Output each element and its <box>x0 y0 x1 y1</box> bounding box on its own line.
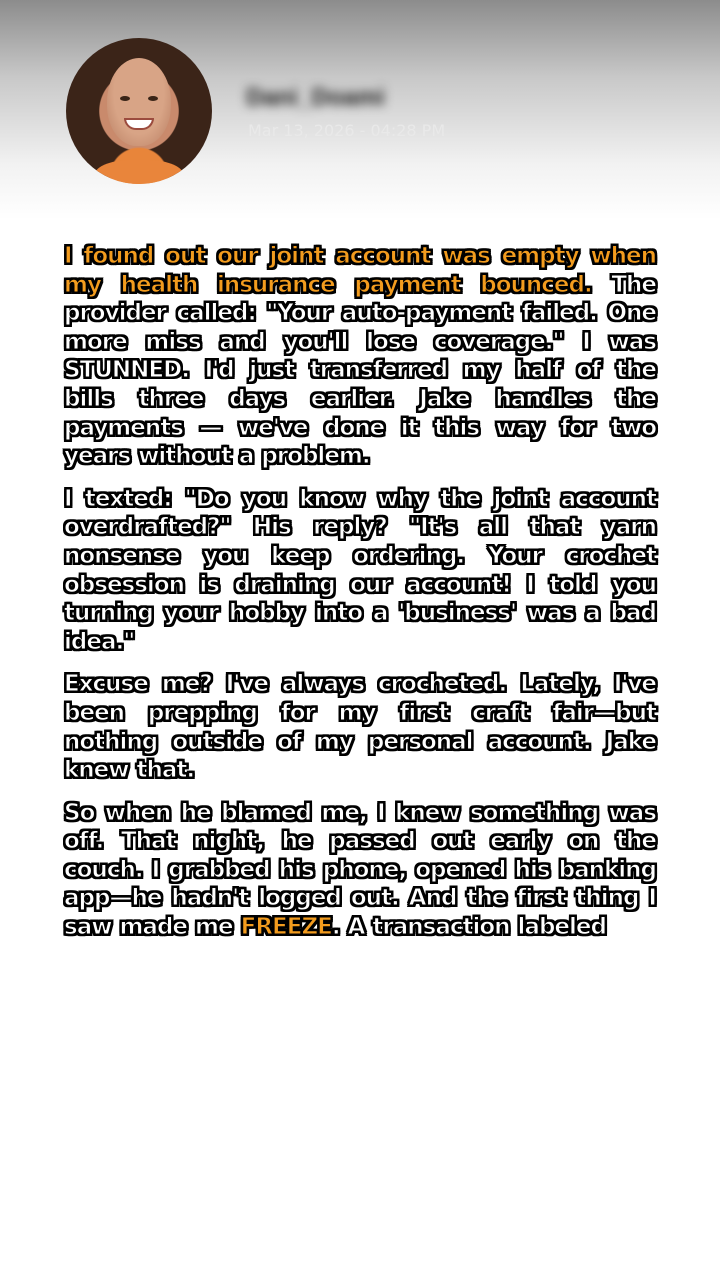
paragraph-text: So when he blamed me, I knew something was off. That night, he passed out early on the couch. I grabbed his phone, opened his banking app—he hadn't logged out. And the first thing I saw made me <box>64 799 656 941</box>
story-paragraph-4 <box>64 799 656 942</box>
username-blurred[interactable]: Dani_Doami <box>246 84 385 111</box>
story-paragraph-1 <box>64 242 656 471</box>
story-body <box>64 242 656 956</box>
avatar-face <box>107 58 171 146</box>
user-avatar[interactable] <box>66 38 212 184</box>
story-paragraph-3: Excuse me? I've always crocheted. Lately, I've been prepping for my first craft fair—but nothing outside of my personal account. Jake knew that. <box>64 671 656 784</box>
post-timestamp: Mar 13, 2026 - 04:28 PM <box>248 121 446 140</box>
highlighted-text: FREEZE <box>240 914 332 941</box>
story-paragraph-2: I texted: "Do you know why the joint account overdrafted?" His reply? "It's all that yarn nonsense you keep ordering. Your crochet obsession is draining our account! I told you turning your hobby into a 'business' was a bad idea." <box>64 485 656 655</box>
paragraph-text: The provider called: "Your auto-payment failed. One more miss and you'll lose coverage." I was STUNNED. I'd just transferred my half of the bills three days earlier. Jake handles the payments — we've done it this way for two years without a problem. <box>64 271 657 470</box>
paragraph-text: . A transaction labeled <box>331 914 606 941</box>
highlighted-text: I found out our joint account was empty when my health insurance payment bounced. <box>64 243 656 298</box>
